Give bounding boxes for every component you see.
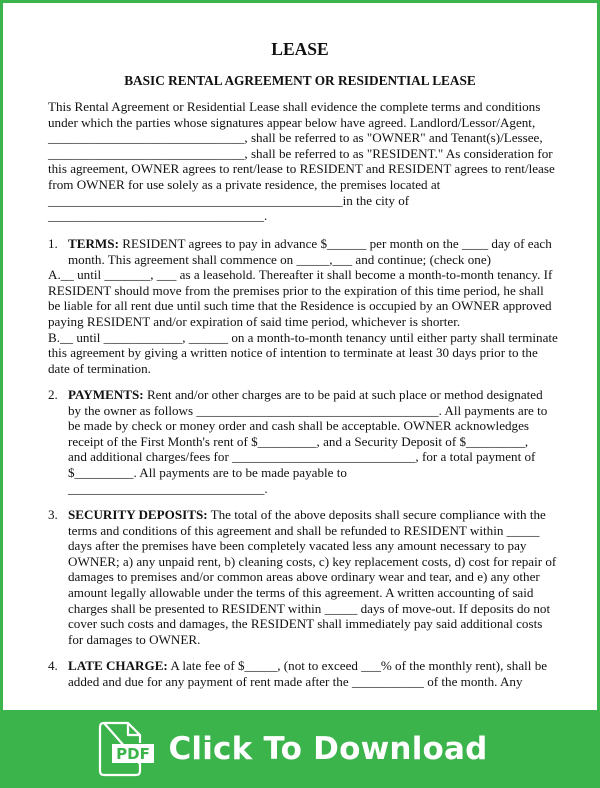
section-text: The total of the above deposits shall secure compliance with the: [207, 507, 546, 522]
section-line: B.__ until ____________, ______ on a month-to-month tenancy until either party shall terminate: [48, 329, 558, 345]
section-number: 4.: [48, 658, 58, 673]
section-heading: SECURITY DEPOSITS:: [68, 507, 208, 522]
document-subtitle: BASIC RENTAL AGREEMENT OR RESIDENTIAL LEASE: [124, 73, 476, 88]
section-line: for damages to OWNER.: [68, 631, 201, 647]
section-line: damages to premises and/or common areas above ordinary wear and tear, and e) any other: [68, 569, 540, 585]
section-text: RESIDENT agrees to pay in advance $______ per month on the ____ day of each: [118, 236, 552, 251]
section-line: date of termination.: [48, 360, 151, 376]
svg-text:PDF: PDF: [116, 745, 151, 763]
section-heading: TERMS:: [68, 236, 119, 251]
section-line: RESIDENT should move from the premises prior to the expiration of this time period, he shall: [48, 282, 544, 298]
download-button[interactable]: [98, 721, 487, 777]
section-line: be liable for all rent due until such time that the Residence is occupied by an OWNER approved: [48, 298, 552, 314]
intro-line: from OWNER for use solely as a private residence, the premises located at: [48, 176, 441, 192]
section-line: ______________________________.: [68, 480, 268, 496]
intro-line: This Rental Agreement or Residential Lease shall evidence the complete terms and conditions: [48, 99, 541, 114]
section-line: terms and conditions of this agreement and shall be refunded to RESIDENT within _____: [68, 522, 540, 538]
section-line: $_________. All payments are to be made payable to: [68, 464, 347, 480]
section-payments: [48, 387, 560, 496]
section-line: and additional charges/fees for ____________________________, for a total payment of: [68, 449, 536, 465]
section-number: 1.: [48, 236, 58, 251]
intro-line: ______________________________, shall be referred to as "RESIDENT." As consideration for: [48, 145, 553, 161]
section-late-charge: [48, 658, 560, 689]
section-line: by the owner as follows _____________________________________. All payments are to: [68, 402, 548, 418]
section-line: be made by check or money order and cash shall be acceptable. OWNER acknowledges: [68, 418, 530, 434]
document-page: [3, 3, 597, 710]
section-line: amount legally allowable under the terms of this agreement. A written accounting of said: [68, 584, 534, 600]
section-line: cover such costs and damages, the RESIDENT shall immediately pay said additional costs: [68, 616, 543, 632]
section-heading: PAYMENTS:: [68, 387, 144, 402]
document-title: LEASE: [271, 39, 329, 59]
download-label[interactable]: Click To Download: [168, 731, 488, 767]
pdf-file-icon: [98, 721, 156, 777]
section-line: month. This agreement shall commence on _____,___ and continue; (check one): [68, 251, 492, 267]
section-line: paying RESIDENT and/or expiration of said time period, whichever is shorter.: [48, 313, 461, 329]
section-security-deposits: [48, 507, 560, 647]
download-banner[interactable]: [0, 710, 600, 788]
section-line: added and due for any payment of rent made after the ___________ of the month. Any: [68, 673, 523, 689]
section-line: this agreement by giving a written notice of intention to terminate at least 30 days prior to the: [48, 345, 538, 361]
section-terms: [48, 236, 560, 376]
intro-line: _____________________________________________in the city of: [48, 192, 410, 208]
section-number: 3.: [48, 507, 58, 522]
intro-line: ______________________________, shall be referred to as "OWNER" and Tenant(s)/Lessee,: [48, 130, 543, 146]
intro-line: _________________________________.: [48, 208, 268, 224]
section-line: OWNER; a) any unpaid rent, b) cleaning costs, c) key replacement costs, d) cost for repair of: [68, 553, 557, 569]
section-number: 2.: [48, 387, 58, 402]
section-line: A.__ until _______, ___ as a leasehold. Thereafter it shall become a month-to-month tenancy. If: [48, 267, 553, 283]
intro-paragraph: [48, 99, 560, 224]
section-line: charges shall be presented to RESIDENT within _____ days of move-out. If deposits do not: [68, 600, 551, 616]
intro-line: under which the parties whose signatures appear below have agreed. Landlord/Lessor/Agent,: [48, 114, 536, 130]
section-text: Rent and/or other charges are to be paid at such place or method designated: [143, 387, 543, 402]
section-text: A late fee of $_____, (not to exceed ___% of the monthly rent), shall be: [167, 658, 548, 673]
section-line: receipt of the First Month's rent of $_________, and a Security Deposit of $_________,: [68, 433, 529, 449]
intro-line: this agreement, OWNER agrees to rent/lease to RESIDENT and RESIDENT agrees to rent/lease: [48, 161, 555, 177]
section-heading: LATE CHARGE:: [68, 658, 168, 673]
section-line: days after the premises have been completely vacated less any amount necessary to pay: [68, 538, 527, 554]
